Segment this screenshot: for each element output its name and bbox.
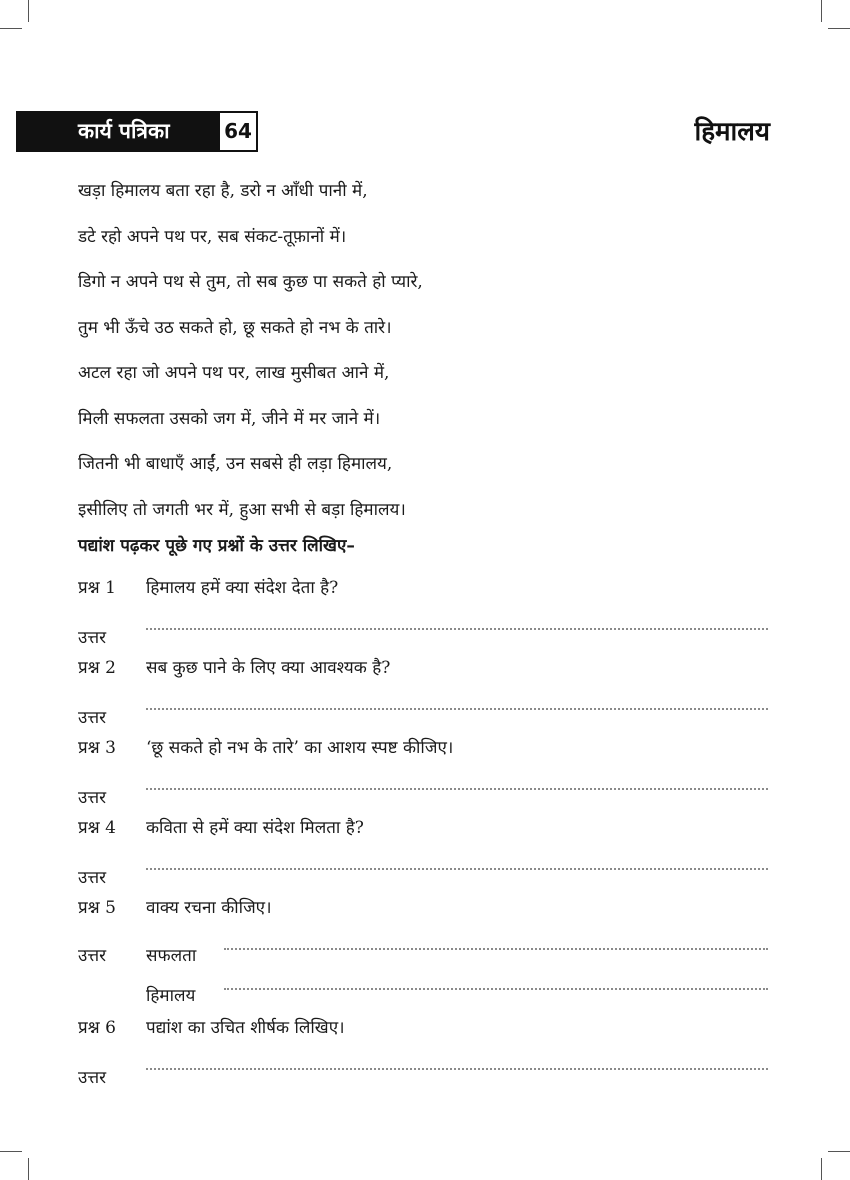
- answer-row-5a: [78, 936, 768, 976]
- worksheet-label: कार्य पत्रिका: [78, 119, 170, 143]
- question-2: [78, 656, 768, 696]
- crop-mark: [28, 1158, 29, 1180]
- question-label: प्रश्न 5: [78, 898, 116, 918]
- answer-row-5b: [78, 976, 768, 1016]
- answer-line[interactable]: [146, 776, 768, 790]
- answer-line[interactable]: [146, 856, 768, 870]
- poem-line: डिगो न अपने पथ से तुम, तो सब कुछ पा सकते हो प्यारे,: [78, 272, 423, 292]
- sentence-word: सफलता: [146, 946, 197, 966]
- question-text: वाक्य रचना कीजिए।: [146, 898, 272, 918]
- worksheet-header-bar: [16, 111, 258, 152]
- question-6: [78, 1016, 768, 1056]
- answer-row-2: [78, 696, 768, 736]
- question-text: कविता से हमें क्या संदेश मिलता है?: [146, 818, 364, 838]
- answer-label-spacer: [78, 976, 146, 986]
- question-3: [78, 736, 768, 776]
- answer-label: उत्तर: [78, 1068, 107, 1088]
- poem-line: जितनी भी बाधाएँ आईं, उन सबसे ही लड़ा हिमालय,: [78, 454, 393, 474]
- question-4: [78, 816, 768, 856]
- crop-mark: [828, 28, 850, 29]
- crop-mark: [0, 28, 22, 29]
- answer-row-1: [78, 616, 768, 656]
- question-label: प्रश्न 2: [78, 658, 116, 678]
- crop-mark: [28, 0, 29, 22]
- instruction: पद्यांश पढ़कर पूछे गए प्रश्नों के उत्तर लिखिए–: [78, 536, 355, 556]
- crop-mark: [828, 1151, 850, 1152]
- poem-line: डटे रहो अपने पथ पर, सब संकट-तूफ़ानों में।: [78, 226, 347, 247]
- question-label: प्रश्न 6: [78, 1018, 116, 1038]
- crop-mark: [0, 1151, 22, 1152]
- answer-row-4: [78, 856, 768, 896]
- answer-line[interactable]: [224, 976, 768, 990]
- poem-line: अटल रहा जो अपने पथ पर, लाख मुसीबत आने में,: [78, 363, 390, 383]
- poem-line: इसीलिए तो जगती भर में, हुआ सभी से बड़ा हिमालय।: [78, 499, 406, 520]
- poem: [78, 176, 778, 540]
- answer-line[interactable]: [146, 616, 768, 630]
- question-label: प्रश्न 1: [78, 578, 116, 598]
- question-text: हिमालय हमें क्या संदेश देता है?: [146, 578, 339, 598]
- chapter-title: हिमालय: [694, 117, 770, 147]
- question-text: पद्यांश का उचित शीर्षक लिखिए।: [146, 1018, 345, 1038]
- question-5: [78, 896, 768, 936]
- answer-label: उत्तर: [78, 946, 107, 966]
- answer-line[interactable]: [146, 1056, 768, 1070]
- answer-label: उत्तर: [78, 868, 107, 888]
- answer-label: उत्तर: [78, 788, 107, 808]
- question-list: [78, 576, 768, 1096]
- question-label: प्रश्न 3: [78, 738, 116, 758]
- poem-line: मिली सफलता उसको जग में, जीने में मर जाने में।: [78, 408, 381, 429]
- question-1: [78, 576, 768, 616]
- answer-label: उत्तर: [78, 708, 107, 728]
- question-text: सब कुछ पाने के लिए क्या आवश्यक है?: [146, 658, 391, 678]
- crop-mark: [821, 1158, 822, 1180]
- answer-row-6: [78, 1056, 768, 1096]
- poem-line: खड़ा हिमालय बता रहा है, डरो न आँधी पानी में,: [78, 181, 368, 201]
- sentence-word: हिमालय: [146, 986, 196, 1006]
- poem-line: तुम भी ऊँचे उठ सकते हो, छू सकते हो नभ के तारे।: [78, 317, 392, 338]
- question-label: प्रश्न 4: [78, 818, 116, 838]
- answer-line[interactable]: [224, 936, 768, 950]
- crop-mark: [821, 0, 822, 22]
- answer-row-3: [78, 776, 768, 816]
- question-text: ‘छू सकते हो नभ के तारे’ का आशय स्पष्ट कीजिए।: [146, 738, 454, 758]
- page-number: 64: [218, 111, 258, 152]
- answer-label: उत्तर: [78, 628, 107, 648]
- answer-line[interactable]: [146, 696, 768, 710]
